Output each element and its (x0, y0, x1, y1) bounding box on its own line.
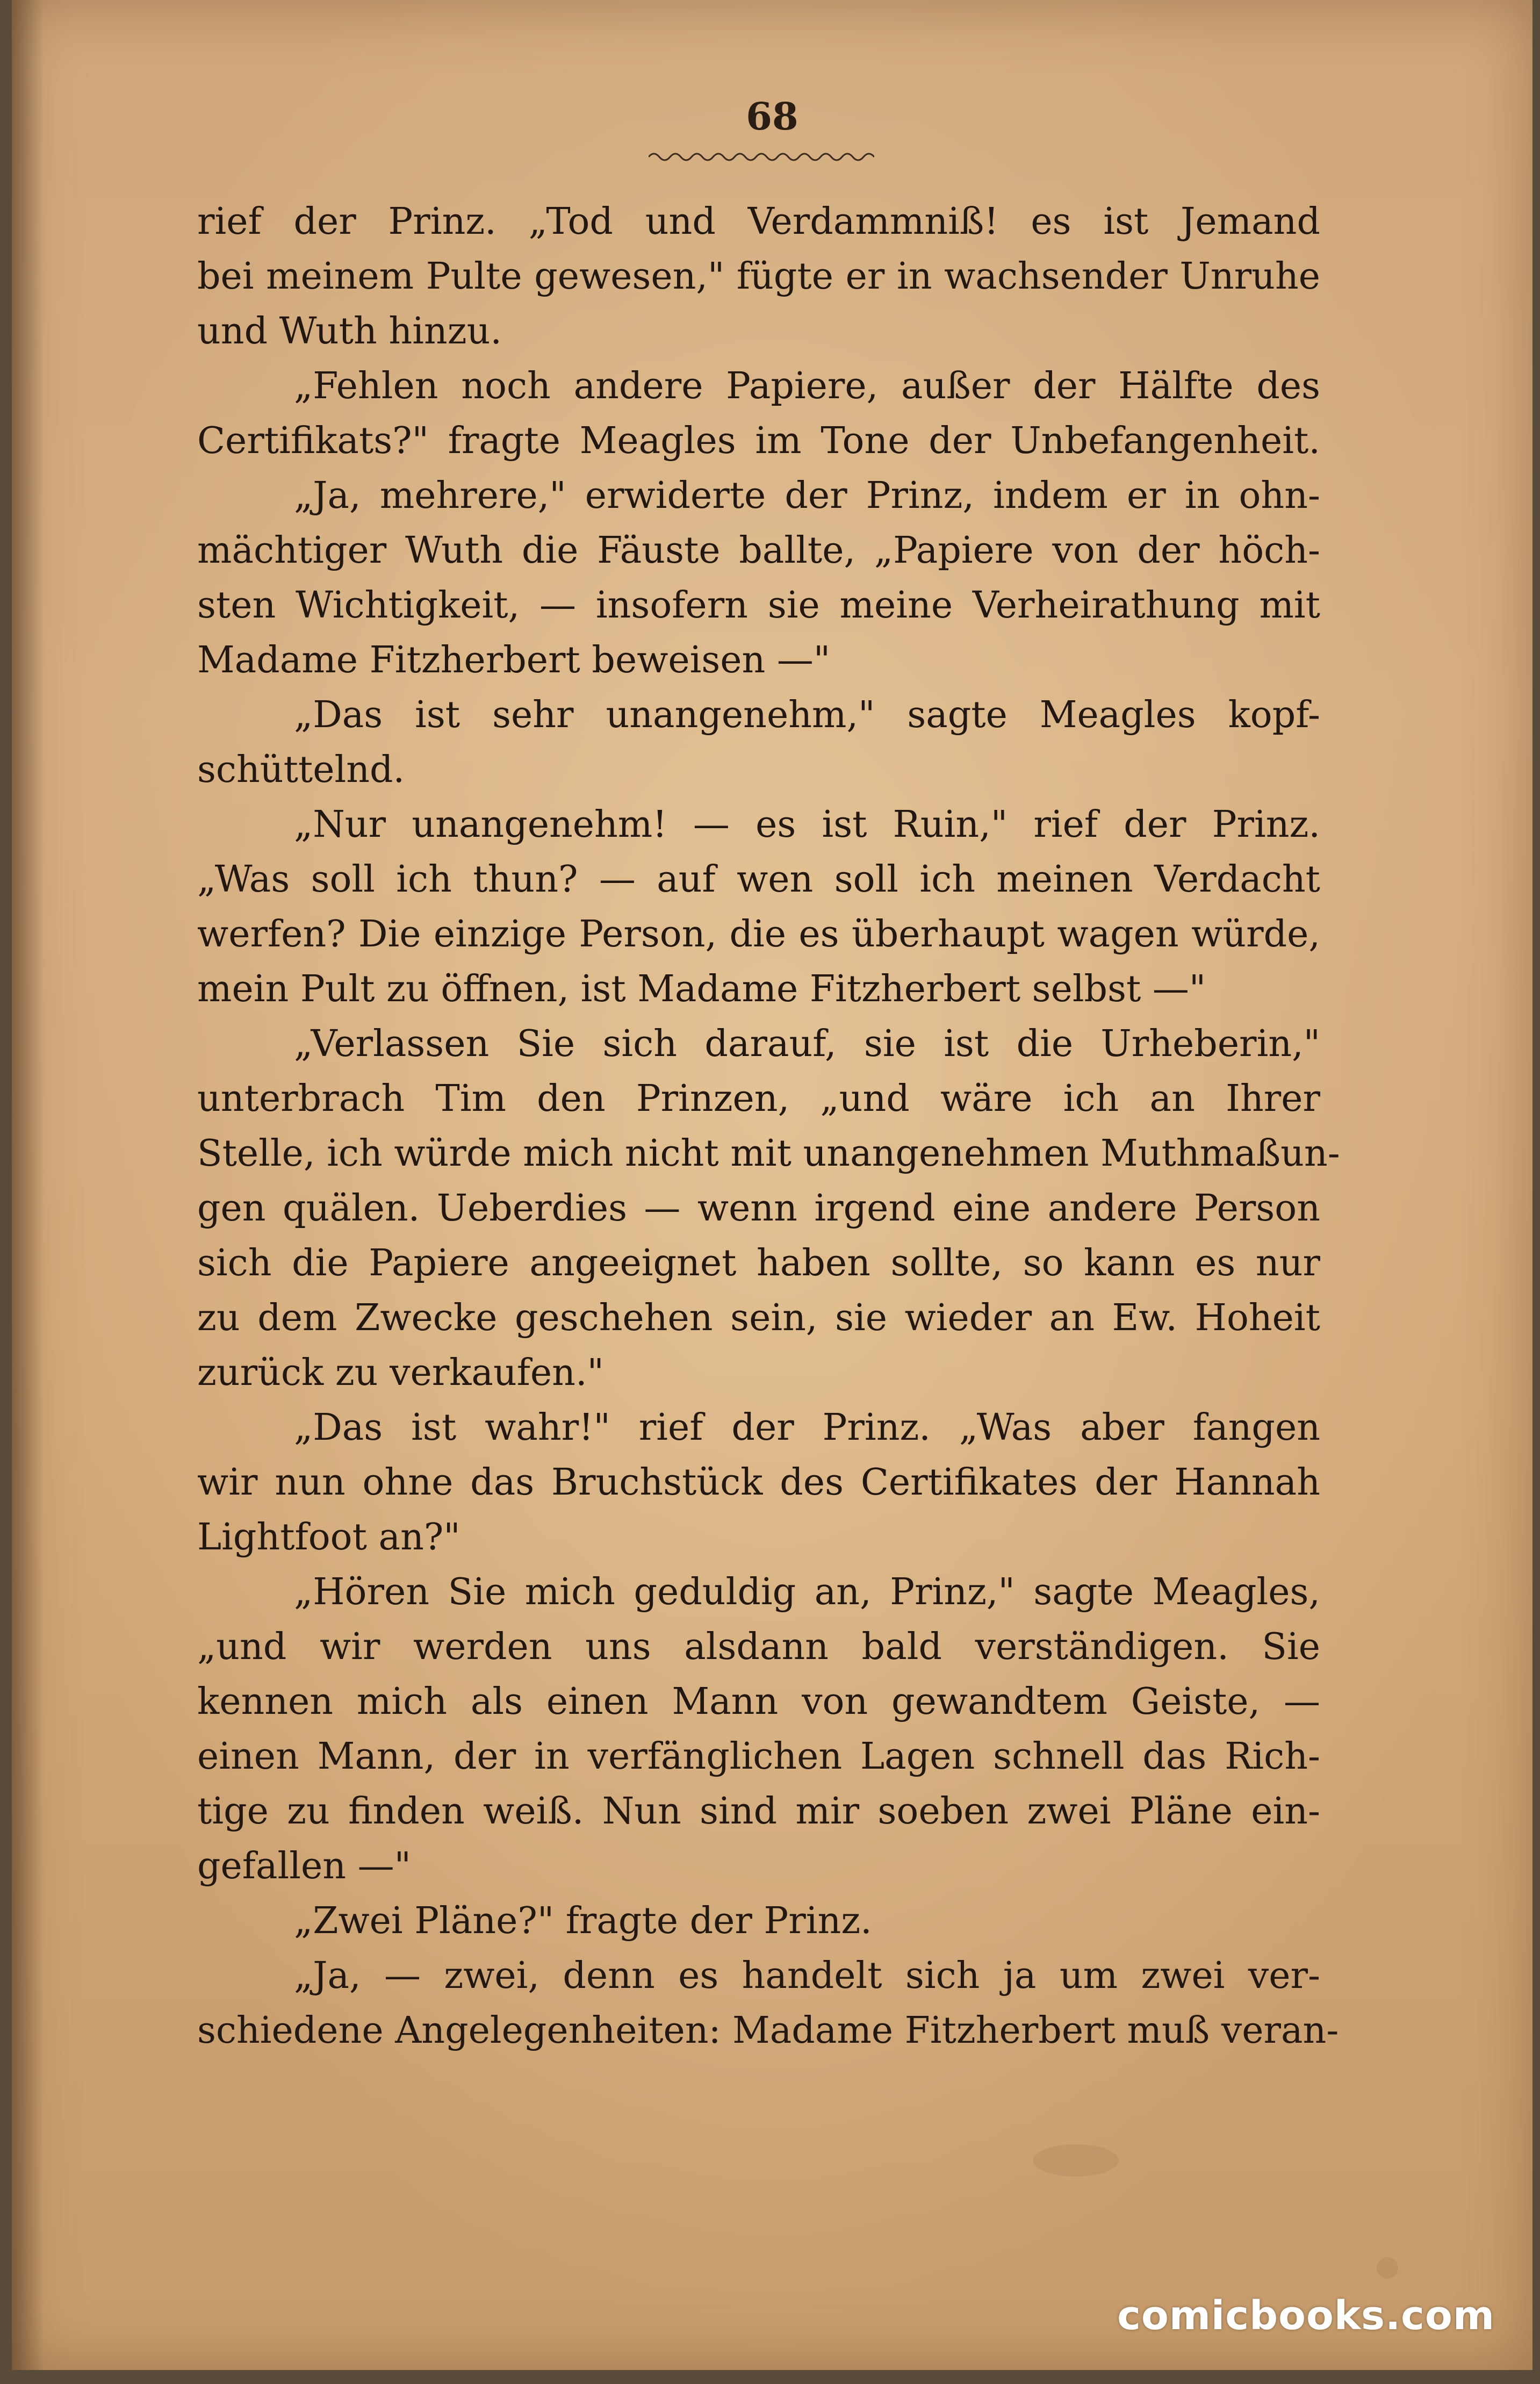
text-line: „Das ist wahr!" rief der Prinz. „Was aber fangen (294, 1406, 1320, 1449)
text-line: Certifikats?" fragte Meagles im Tone der Unbefangenheit. (197, 420, 1320, 462)
text-line: tige zu finden weiß. Nun sind mir soeben zwei Pläne ein- (197, 1790, 1320, 1833)
text-line: „Was soll ich thun? — auf wen soll ich meinen Verdacht (197, 858, 1320, 901)
text-line: Lightfoot an?" (197, 1516, 460, 1559)
text-line: Stelle, ich würde mich nicht mit unangenehmen Muthmaßun- (197, 1132, 1340, 1175)
text-line: „Zwei Pläne?" fragte der Prinz. (294, 1900, 872, 1942)
text-line: rief der Prinz. „Tod und Verdammniß! es ist Jemand (197, 200, 1320, 243)
text-line: sich die Papiere angeeignet haben sollte, so kann es nur (197, 1242, 1320, 1284)
text-line: „Verlassen Sie sich darauf, sie ist die Urheberin," (294, 1023, 1320, 1065)
text-line: „Ja, — zwei, denn es handelt sich ja um zwei ver- (294, 1955, 1320, 1997)
text-line: zurück zu verkaufen." (197, 1352, 604, 1394)
text-line: kennen mich als einen Mann von gewandtem Geiste, — (197, 1681, 1320, 1723)
text-line: mein Pult zu öffnen, ist Madame Fitzherbert selbst —" (197, 968, 1206, 1010)
text-line: einen Mann, der in verfänglichen Lagen schnell das Rich- (197, 1735, 1320, 1778)
text-line: „Nur unangenehm! — es ist Ruin," rief der Prinz. (294, 803, 1320, 846)
text-line: zu dem Zwecke geschehen sein, sie wieder an Ew. Hoheit (197, 1297, 1320, 1339)
text-line: gefallen —" (197, 1845, 411, 1887)
text-line: „Hören Sie mich geduldig an, Prinz," sagte Meagles, (294, 1571, 1320, 1613)
text-line: „Fehlen noch andere Papiere, außer der Hälfte des (294, 365, 1320, 407)
text-line: werfen? Die einzige Person, die es überhaupt wagen würde, (197, 913, 1320, 956)
paper-stain (1377, 2257, 1398, 2279)
wavy-rule-ornament (649, 149, 874, 164)
book-page (12, 0, 1532, 2370)
text-line: und Wuth hinzu. (197, 310, 502, 353)
text-line: schiedene Angelegenheiten: Madame Fitzherbert muß veran- (197, 2009, 1339, 2052)
text-line: Madame Fitzherbert beweisen —" (197, 639, 831, 681)
text-line: unterbrach Tim den Prinzen, „und wäre ich an Ihrer (197, 1078, 1320, 1120)
text-line: wir nun ohne das Bruchstück des Certifikates der Hannah (197, 1461, 1320, 1504)
text-line: gen quälen. Ueberdies — wenn irgend eine andere Person (197, 1187, 1320, 1230)
text-line: „Das ist sehr unangenehm," sagte Meagles kopf- (294, 694, 1320, 736)
paper-stain (1033, 2144, 1119, 2177)
page-spine-shadow (12, 0, 44, 2370)
text-line: sten Wichtigkeit, — insofern sie meine Verheirathung mit (197, 584, 1320, 627)
watermark-logo: comicbooks.com (1117, 2293, 1495, 2339)
text-line: „und wir werden uns alsdann bald verständigen. Sie (197, 1626, 1320, 1668)
text-line: bei meinem Pulte gewesen," fügte er in wachsender Unruhe (197, 255, 1320, 298)
text-line: „Ja, mehrere," erwiderte der Prinz, indem er in ohn- (294, 475, 1320, 517)
page-number: 68 (746, 94, 798, 139)
text-line: schüttelnd. (197, 749, 405, 791)
text-line: mächtiger Wuth die Fäuste ballte, „Papiere von der höch- (197, 529, 1320, 572)
body-text (197, 195, 1340, 2058)
